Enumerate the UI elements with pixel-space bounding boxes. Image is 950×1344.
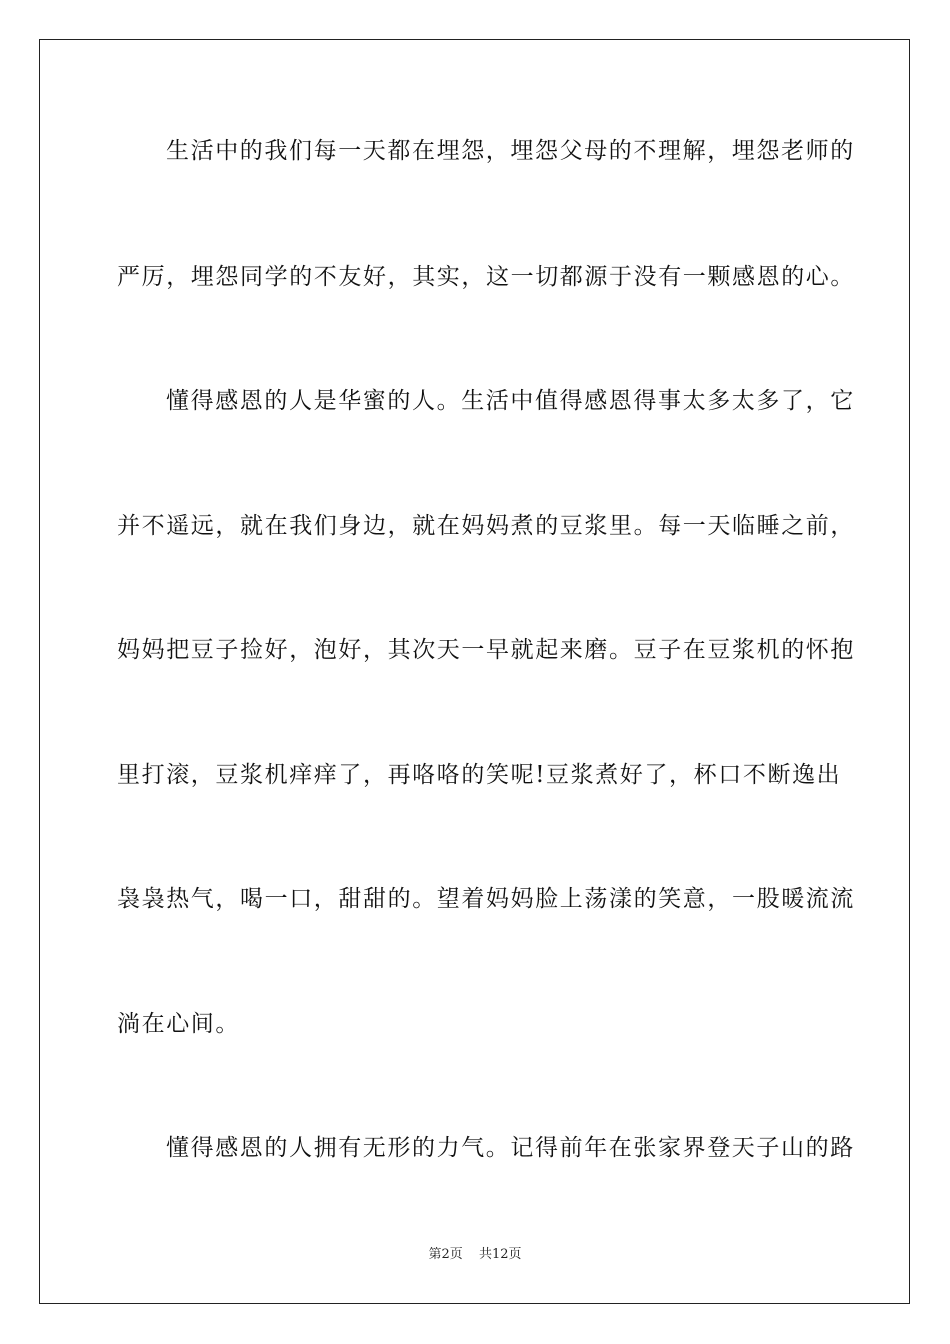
paragraph-3-line-1: 懂得感恩的人拥有无形的力气。记得前年在张家界登天子山的路 xyxy=(166,1135,855,1161)
paragraph-2-line-6: 淌在心间。 xyxy=(117,1011,240,1037)
page-border xyxy=(39,39,910,1304)
paragraph-1-line-2: 严厉，埋怨同学的不友好，其实，这一切都源于没有一颗感恩的心。 xyxy=(117,264,855,290)
paragraph-2-line-4: 里打滚，豆浆机痒痒了，再咯咯的笑呢!豆浆煮好了，杯口不断逸出 xyxy=(117,762,842,788)
paragraph-2-line-2: 并不遥远，就在我们身边，就在妈妈煮的豆浆里。每一天临睡之前， xyxy=(117,513,855,539)
paragraph-2-line-3: 妈妈把豆子捡好，泡好，其次天一早就起来磨。豆子在豆浆机的怀抱 xyxy=(117,637,855,663)
paragraph-1-line-1: 生活中的我们每一天都在埋怨，埋怨父母的不理解，埋怨老师的 xyxy=(166,138,855,164)
paragraph-2-line-5: 袅袅热气，喝一口，甜甜的。望着妈妈脸上荡漾的笑意，一股暖流流 xyxy=(117,886,855,912)
page-total: 共12页 xyxy=(478,1247,522,1262)
paragraph-2-line-1: 懂得感恩的人是华蜜的人。生活中值得感恩得事太多太多了，它 xyxy=(166,388,855,414)
page-footer xyxy=(0,1246,950,1264)
page-number: 第2页 xyxy=(428,1247,463,1262)
